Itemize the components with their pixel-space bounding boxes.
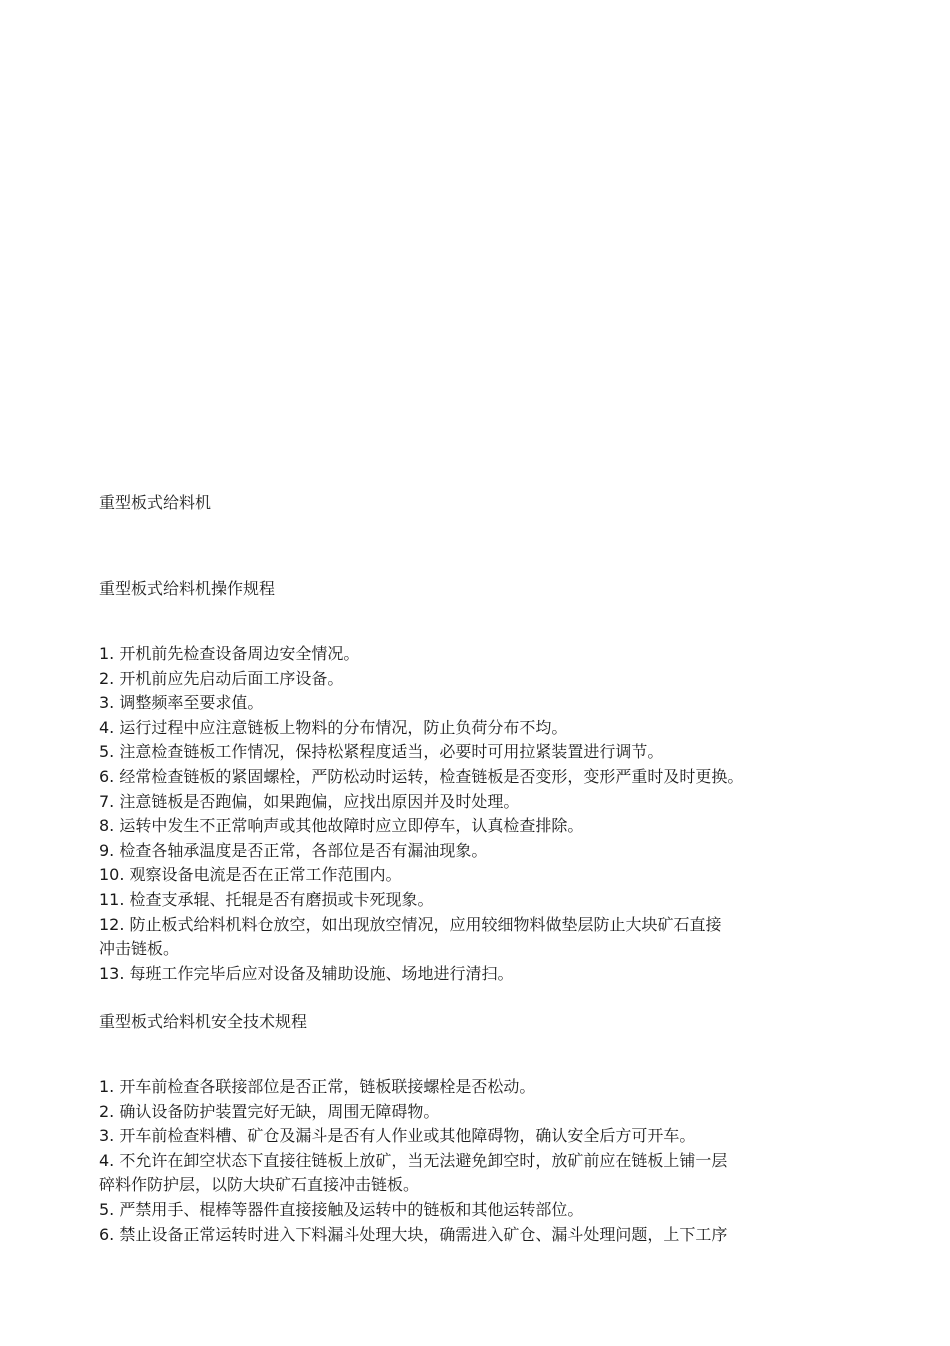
list-item: 5. 注意检查链板工作情况，保持松紧程度适当，必要时可用拉紧装置进行调节。 [99,742,664,762]
list-item: 4. 不允许在卸空状态下直接往链板上放矿，当无法避免卸空时，放矿前应在链板上铺一层 碎料作防护层，以防大块矿石直接冲击链板。 [99,1150,728,1195]
list-item: 11. 检查支承辊、托辊是否有磨损或卡死现象。 [99,889,434,909]
list-item: 1. 开车前检查各联接部位是否正常，链板联接螺栓是否松动。 [99,1077,536,1096]
list-item: 3. 开车前检查料槽、矿仓及漏斗是否有人作业或其他障碍物，确认安全后方可开车。 [99,1126,696,1146]
list-item: 12. 防止板式给料机料仓放空，如出现放空情况，应用较细物料做垫层防止大块矿石直接 冲击链板。 [99,914,722,959]
list-item: 10. 观察设备电流是否在正常工作范围内。 [99,865,402,885]
list-item: 1. 开机前先检查设备周边安全情况。 [99,644,360,663]
safety-rules-list [99,1075,819,1247]
list-item: 7. 注意链板是否跑偏，如果跑偏，应找出原因并及时处理。 [99,791,520,811]
list-item: 2. 开机前应先启动后面工序设备。 [99,668,344,688]
list-item: 8. 运转中发生不正常响声或其他故障时应立即停车，认真检查排除。 [99,816,584,836]
list-item: 6. 经常检查链板的紧固螺栓，严防松动时运转，检查链板是否变形，变形严重时及时更换。 [99,766,744,786]
list-item: 13. 每班工作完毕后应对设备及辅助设施、场地进行清扫。 [99,963,514,983]
list-item: 6. 禁止设备正常运转时进入下料漏斗处理大块，确需进入矿仓、漏斗处理问题，上下工序 [99,1224,728,1244]
operation-rules-list [99,642,819,986]
section-heading-operation: 重型板式给料机操作规程 [99,579,276,598]
section-heading-safety: 重型板式给料机安全技术规程 [99,1012,308,1031]
list-item: 5. 严禁用手、棍棒等器件直接接触及运转中的链板和其他运转部位。 [99,1199,584,1219]
document-title: 重型板式给料机 [99,493,212,512]
list-item: 9. 检查各轴承温度是否正常，各部位是否有漏油现象。 [99,840,488,860]
list-item: 2. 确认设备防护装置完好无缺，周围无障碍物。 [99,1101,440,1121]
list-item: 3. 调整频率至要求值。 [99,693,264,713]
list-item: 4. 运行过程中应注意链板上物料的分布情况，防止负荷分布不均。 [99,717,568,737]
